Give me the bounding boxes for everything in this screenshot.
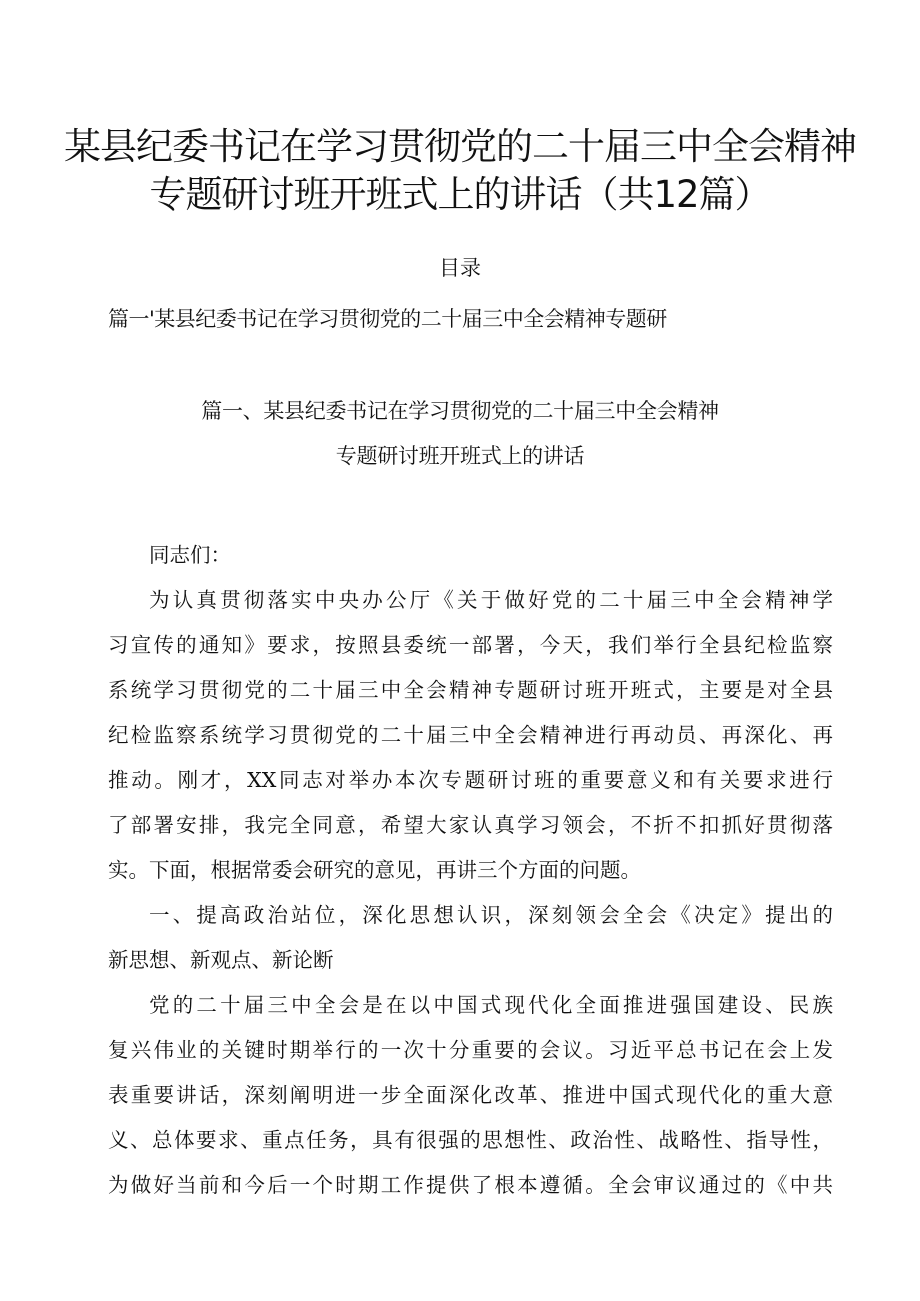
paragraph-2-line: 表重要讲话，深刻阐明进一步全面深化改革、推进中国式现代化的重大意 xyxy=(108,1083,833,1107)
paragraph-1-line: 系统学习贯彻党的二十届三中全会精神专题研讨班开班式，主要是对全县 xyxy=(108,678,833,702)
paragraph-1-line: 习宣传的通知》要求，按照县委统一部署，今天，我们举行全县纪检监察 xyxy=(108,633,833,657)
document-title-line-2: 专题研讨班开班式上的讲话（共12篇） xyxy=(149,173,771,216)
document-body xyxy=(108,533,833,1208)
section-heading-1-line: 一、提高政治站位，深化思想认识，深刻领会全会《决定》提出的 xyxy=(149,903,833,927)
paragraph-2-line: 为做好当前和今后一个时期工作提供了根本遵循。全会审议通过的《中共 xyxy=(108,1173,833,1197)
section-heading-1 xyxy=(108,893,833,983)
paragraph-2 xyxy=(108,983,833,1208)
document-title-line-1: 某县纪委书记在学习贯彻党的二十届三中全会精神 xyxy=(64,125,856,168)
paragraph-1 xyxy=(108,578,833,893)
section-title-line-2: 专题研讨班开班式上的讲话 xyxy=(335,444,585,468)
toc-item-1[interactable]: 篇一'某县纪委书记在学习贯彻党的二十届三中全会精神专题研 xyxy=(108,307,667,331)
section-title-line-1: 篇一、某县纪委书记在学习贯彻党的二十届三中全会精神 xyxy=(201,399,719,423)
paragraph-1-line: 推动。刚才，XX同志对举办本次专题研讨班的重要意义和有关要求进行 xyxy=(108,768,833,792)
paragraph-1-line: 了部署安排，我完全同意，希望大家认真学习领会，不折不扣抓好贯彻落 xyxy=(108,813,833,837)
paragraph-2-line: 义、总体要求、重点任务，具有很强的思想性、政治性、战略性、指导性， xyxy=(108,1128,833,1152)
paragraph-2-line: 复兴伟业的关键时期举行的一次十分重要的会议。习近平总书记在会上发 xyxy=(108,1038,833,1062)
toc-heading: 目录 xyxy=(439,256,481,280)
paragraph-1-line: 为认真贯彻落实中央办公厅《关于做好党的二十届三中全会精神学 xyxy=(149,588,833,612)
paragraph-1-line: 纪检监察系统学习贯彻党的二十届三中全会精神进行再动员、再深化、再 xyxy=(108,723,833,747)
section-heading-1-line: 新思想、新观点、新论断 xyxy=(108,948,334,972)
salutation: 同志们： xyxy=(149,543,231,567)
paragraph-2-line: 党的二十届三中全会是在以中国式现代化全面推进强国建设、民族 xyxy=(149,993,833,1017)
paragraph-1-line: 实。下面，根据常委会研究的意见，再讲三个方面的问题。 xyxy=(108,858,641,882)
